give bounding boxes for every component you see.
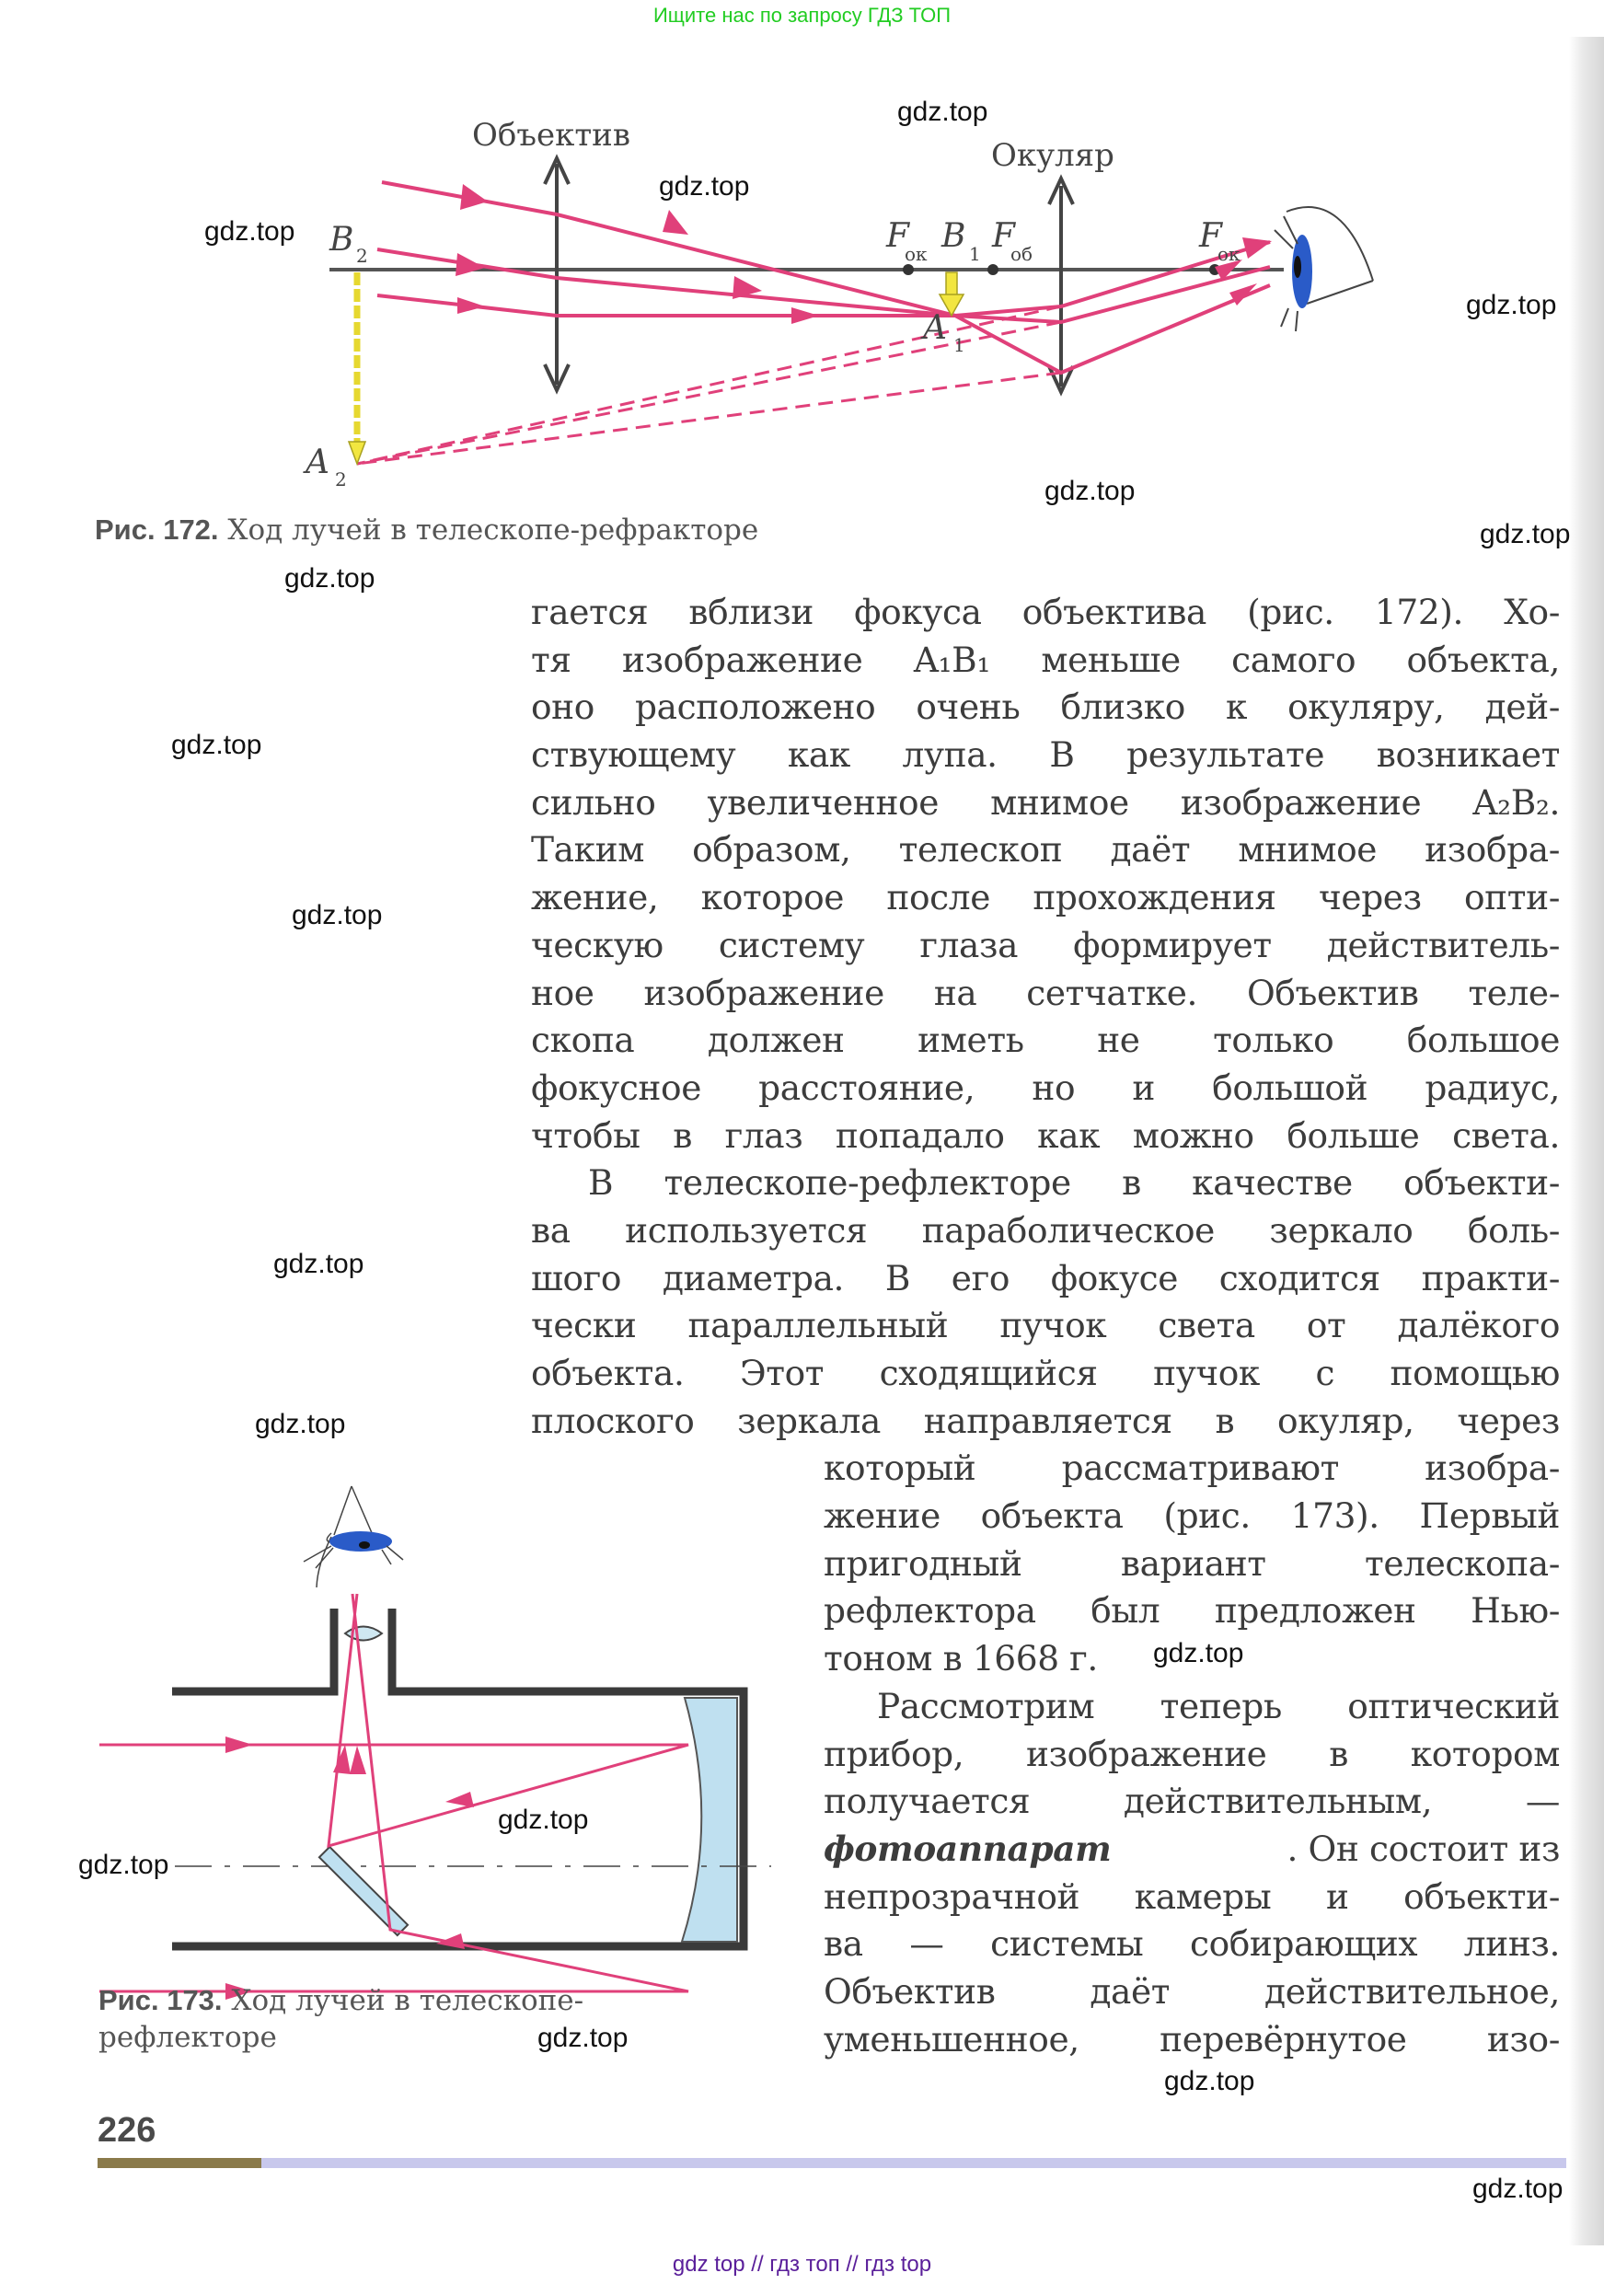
watermark: gdz.top	[1164, 2066, 1255, 2096]
watermark: gdz.top	[204, 216, 295, 247]
text-line: оно расположено очень близко к окуляру, дей-	[531, 686, 1560, 728]
svg-text:1: 1	[953, 334, 965, 356]
svg-text:2: 2	[335, 468, 347, 490]
text-line: жение, которое после прохождения через опти-	[531, 877, 1560, 918]
text-line: чески параллельный пучок света от далёкого	[531, 1305, 1560, 1346]
text-line: жение объекта (рис. 173). Первый	[824, 1495, 1560, 1537]
eye-icon	[304, 1486, 403, 1587]
text-line: Рассмотрим теперь оптический	[877, 1685, 1560, 1726]
text-line: фокусное расстояние, но и большой радиус,	[531, 1067, 1560, 1108]
svg-text:F: F	[992, 217, 1015, 255]
text-line: тоном в 1668 г.	[824, 1638, 1098, 1679]
text-line: объекта. Этот сходящийся пучок с помощью	[531, 1353, 1560, 1393]
watermark: gdz.top	[1466, 290, 1557, 320]
search-banner: Ищите нас по запросу ГДЗ ТОП	[652, 4, 952, 27]
svg-text:A: A	[306, 444, 329, 481]
svg-text:1: 1	[969, 243, 981, 265]
text-line: скопа должен иметь не только большое	[531, 1020, 1560, 1061]
watermark: gdz.top	[659, 171, 750, 202]
page-number: 226	[98, 2111, 156, 2150]
figure-173-caption: Рис. 173. Ход лучей в телескопе- рефлекторе	[98, 1984, 584, 2054]
eyepiece-label: Окуляр	[991, 137, 1114, 174]
watermark: gdz.top	[498, 1805, 589, 1835]
watermark: gdz.top	[284, 563, 375, 594]
watermark: gdz.top	[273, 1249, 364, 1279]
watermark: gdz.top	[537, 2023, 629, 2053]
watermark: gdz.top	[255, 1409, 346, 1439]
watermark: gdz.top	[78, 1850, 169, 1880]
svg-text:ок: ок	[905, 243, 928, 265]
text-line: сильно увеличенное мнимое изображение A₂B₂.	[531, 781, 1560, 823]
text-line: тя изображение A₁B₁ меньше самого объекта,	[531, 639, 1560, 680]
svg-text:ок: ок	[1217, 243, 1241, 265]
text-line: пригодный вариант телескопа-	[824, 1542, 1560, 1584]
text-line: ва — системы собирающих линз.	[824, 1923, 1560, 1965]
text-line: плоского зеркала направляется в окуляр, через	[531, 1400, 1560, 1441]
term-camera: фотоаппарат	[824, 1828, 1112, 1869]
watermark: gdz.top	[1480, 519, 1571, 549]
watermark: gdz.top	[1044, 476, 1136, 506]
text-line-term: фотоаппарат . Он состоит из	[824, 1826, 1560, 1874]
watermark: gdz.top	[897, 97, 988, 127]
svg-text:B: B	[941, 217, 966, 255]
text-line: шого диаметра. В его фокусе сходится практи-	[531, 1257, 1560, 1298]
text-line: уменьшенное, перевёрнутое изо-	[824, 2018, 1560, 2059]
text-line: Таким образом, телескоп даёт мнимое изобра-	[531, 829, 1560, 871]
text-line: чтобы в глаз попадало как можно больше света.	[531, 1114, 1560, 1156]
svg-text:об: об	[1010, 243, 1033, 265]
text-line: рефлектора был предложен Нью-	[824, 1590, 1560, 1632]
eye-icon	[1275, 207, 1373, 331]
watermark: gdz.top	[1472, 2174, 1564, 2204]
watermark: gdz.top	[1153, 1638, 1244, 1668]
text-line: В телескопе-рефлекторе в качестве объекти-	[588, 1162, 1560, 1204]
text-line: который рассматривают изобра-	[824, 1448, 1560, 1489]
svg-text:B: B	[329, 221, 354, 259]
svg-text:F: F	[1199, 217, 1222, 255]
page-bar	[261, 2158, 1566, 2168]
text-line: непрозрачной камеры и объекти-	[824, 1875, 1560, 1917]
text-line: ва используется параболическое зеркало боль-	[531, 1209, 1560, 1251]
text-line: получается действительным, —	[824, 1781, 1560, 1822]
text-line: ное изображение на сетчатке. Объектив теле-	[531, 972, 1560, 1013]
text-line: Объектив даёт действительное,	[824, 1970, 1560, 2012]
svg-text:2: 2	[356, 245, 368, 267]
figure-172-caption: Рис. 172. Ход лучей в телескопе-рефракторе	[95, 513, 759, 547]
page-bar-accent	[98, 2158, 261, 2168]
figure-173-reflector-diagram	[0, 1472, 828, 2025]
svg-text:A: A	[923, 309, 947, 347]
objective-label: Объектив	[472, 117, 630, 154]
text-line: ческую систему глаза формирует действитель-	[531, 924, 1560, 965]
text-line: прибор, изображение в котором	[824, 1733, 1560, 1774]
svg-text:F: F	[886, 217, 909, 255]
text-line: ствующему как лупа. В результате возникает	[531, 734, 1560, 776]
watermark: gdz.top	[292, 900, 383, 930]
text-line: гается вблизи фокуса объектива (рис. 172). Хо-	[531, 592, 1560, 632]
figure-172-refractor-diagram	[0, 0, 1604, 552]
footer-links: gdz top // гдз топ // гдз top	[672, 2252, 932, 2277]
watermark: gdz.top	[171, 730, 262, 760]
